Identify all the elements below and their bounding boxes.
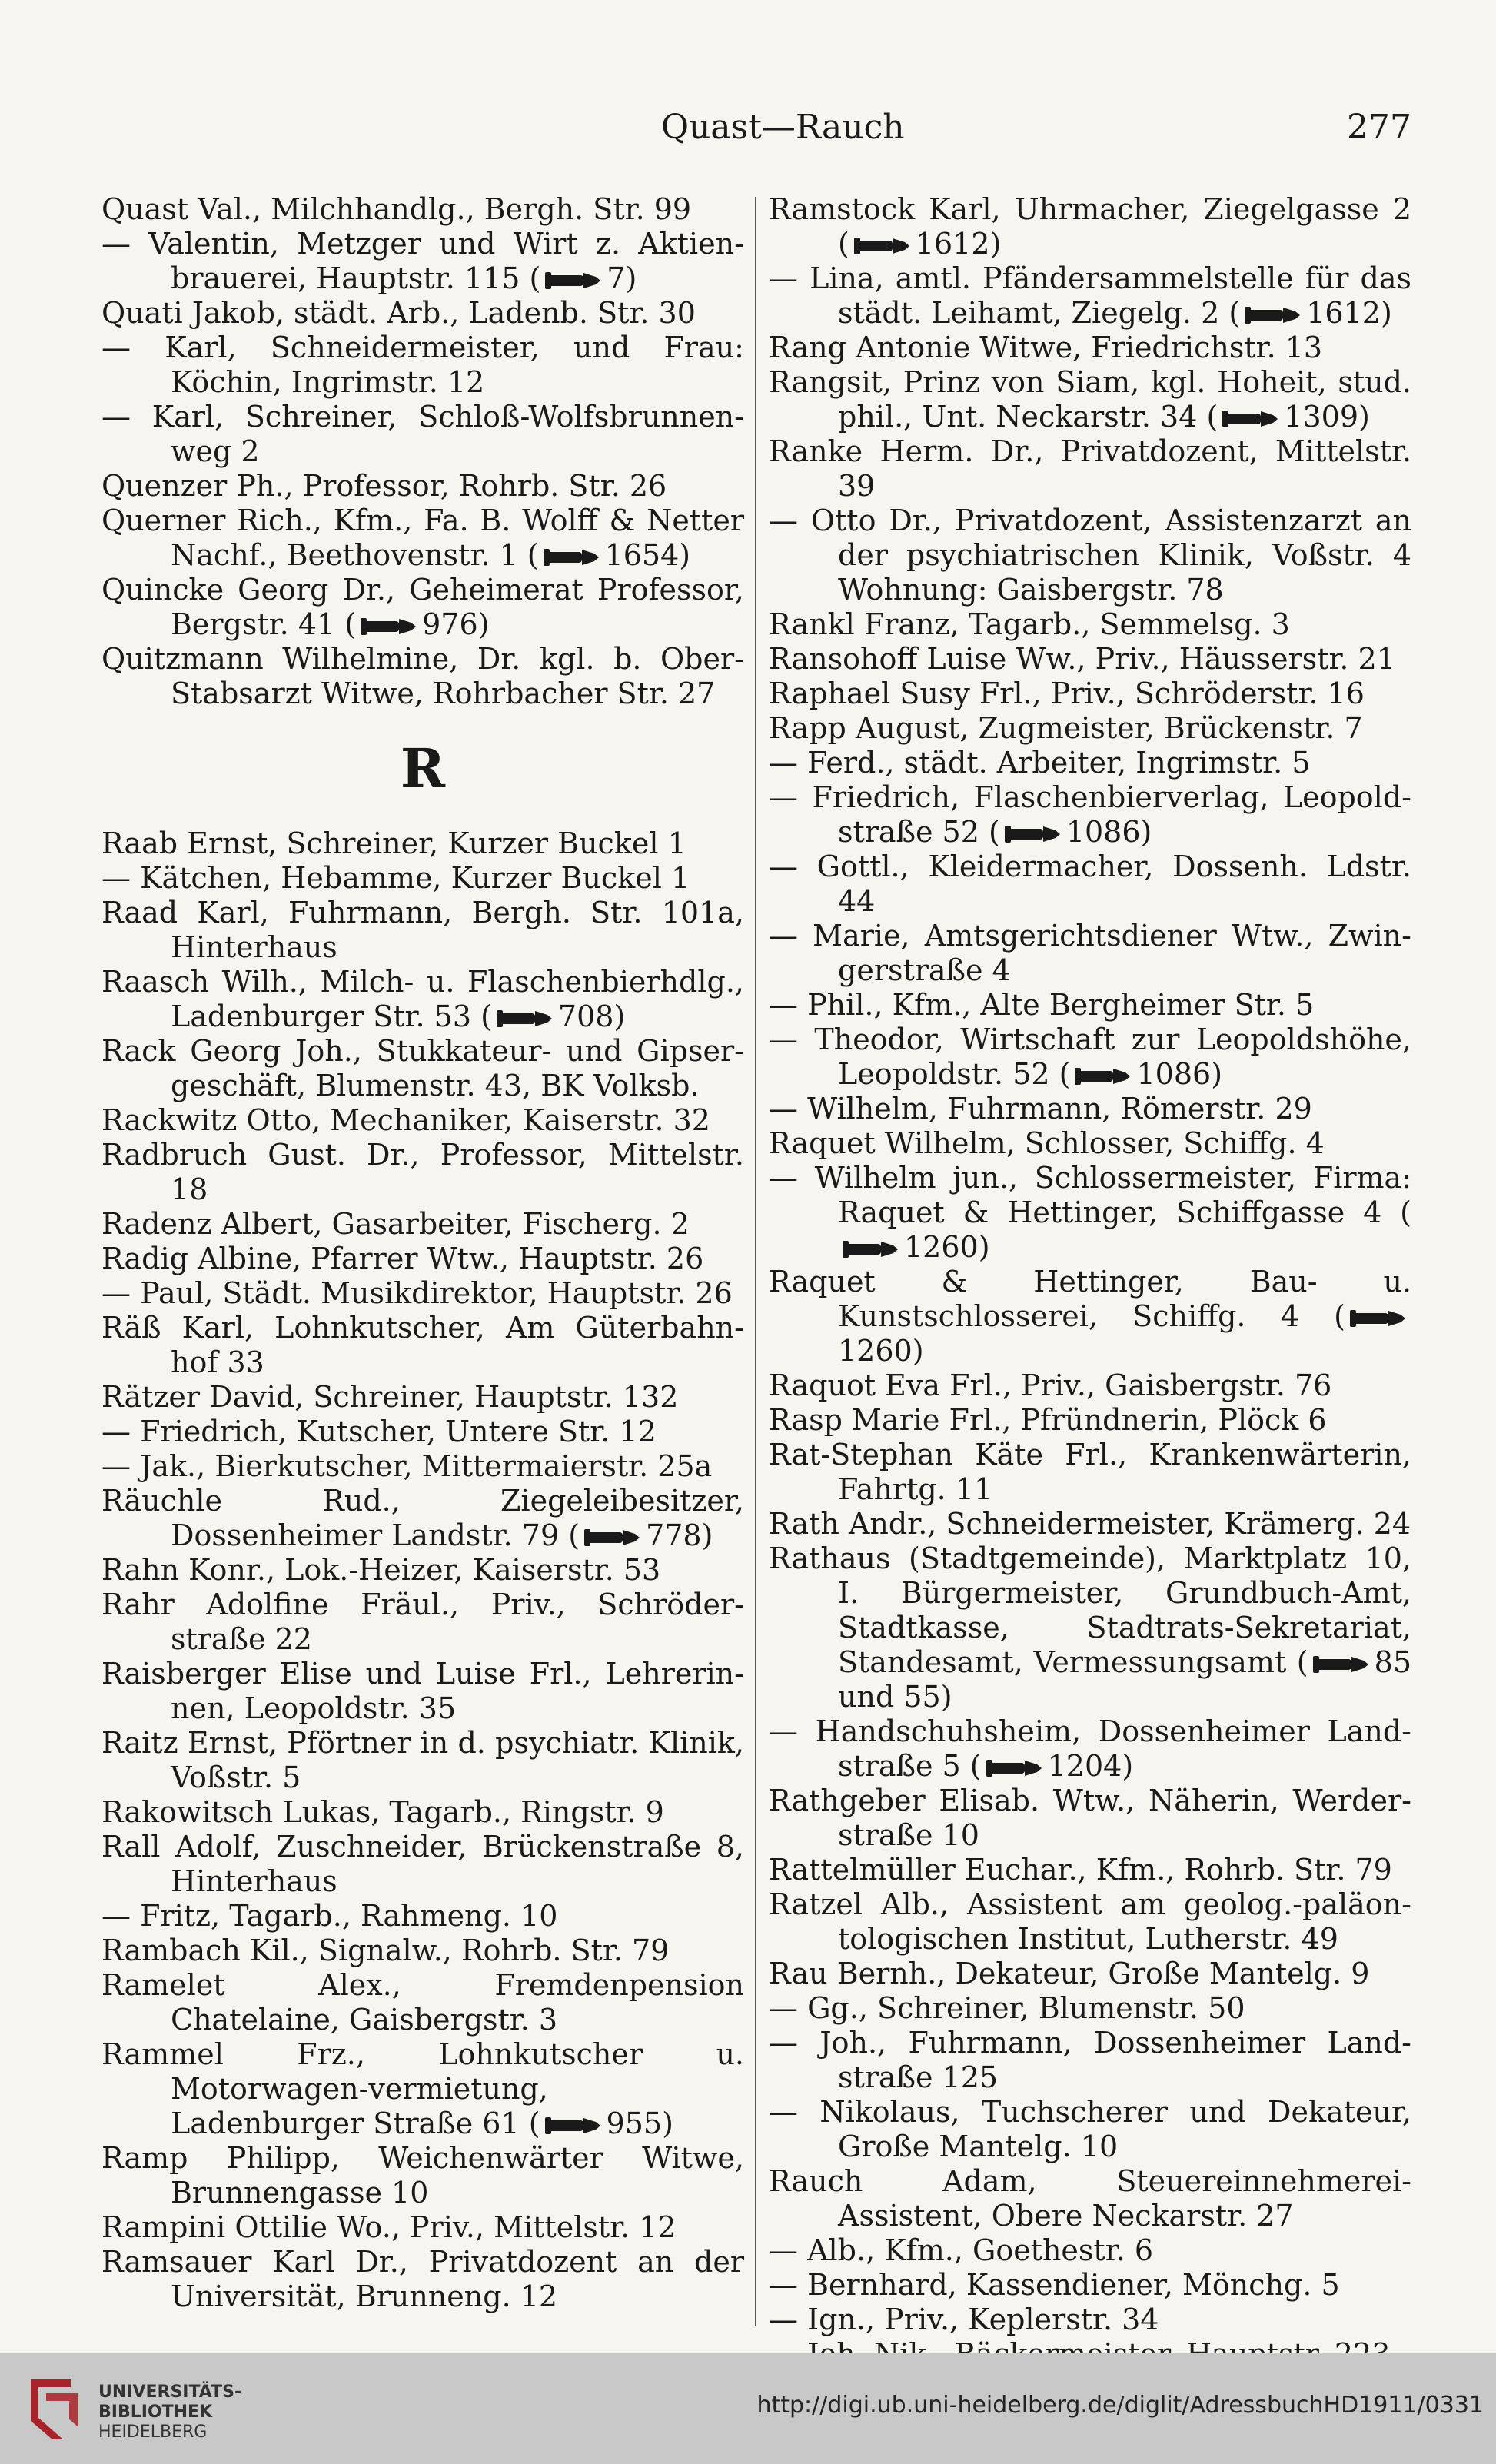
- directory-entry: [101, 1415, 744, 1449]
- directory-entry: [769, 1853, 1411, 1887]
- directory-entry: [101, 1899, 744, 1934]
- directory-entry: [769, 1991, 1411, 2026]
- directory-entry: [769, 1023, 1411, 1092]
- entry-text: — Gg., Schreiner, Blumenstr. 50: [769, 1991, 1245, 2025]
- entry-text: Räß Karl, Lohnkutscher, Am Güterbahn-hof 33: [101, 1311, 744, 1379]
- directory-entry: [769, 192, 1411, 261]
- telephone-number: 1612: [915, 227, 990, 261]
- directory-entry: [101, 896, 744, 965]
- entry-text: Radbruch Gust. Dr., Professor, Mittelstr. 18: [101, 1138, 744, 1206]
- library-name-line-2: BIBLIOTHEK: [98, 2402, 213, 2422]
- entry-text: — Jak., Bierkutscher, Mittermaierstr. 25a: [101, 1449, 713, 1483]
- telephone-number: 1309: [1284, 400, 1359, 434]
- source-url-link[interactable]: http://digi.ub.uni-heidelberg.de/diglit/AdressbuchHD1911/0331: [756, 2392, 1484, 2419]
- telephone-receiver-icon: [854, 236, 911, 256]
- entry-text-closing: ): [989, 227, 1002, 261]
- entry-text: Rangsit, Prinz von Siam, kgl. Hoheit, stud. phil., Unt. Neckarstr. 34 (: [769, 365, 1411, 434]
- entry-text: — Nikolaus, Tuchscherer und Dekateur, Große Mantelg. 10: [769, 2095, 1411, 2163]
- entry-text: Ratzel Alb., Assistent am geolog.-paläon-tologischen Institut, Lutherstr. 49: [769, 1887, 1411, 1956]
- entry-text: Rattelmüller Euchar., Kfm., Rohrb. Str. 79: [769, 1853, 1392, 1887]
- directory-entry: [769, 2164, 1411, 2233]
- directory-entry: [101, 1276, 744, 1311]
- directory-entry: [101, 331, 744, 400]
- telephone-number: 976: [422, 607, 478, 641]
- directory-entry: [769, 2026, 1411, 2095]
- directory-entry: [769, 1957, 1411, 1991]
- directory-entry: [101, 1830, 744, 1899]
- entry-text: Rau Bernh., Dekateur, Große Mantelg. 9: [769, 1957, 1370, 1990]
- telephone-receiver-icon: [1313, 1654, 1370, 1674]
- entry-text: Ranke Herm. Dr., Privatdozent, Mittelstr. 39: [769, 434, 1411, 503]
- directory-entry: [101, 227, 744, 296]
- directory-entry: [769, 1438, 1411, 1507]
- directory-entry: [101, 2245, 744, 2314]
- directory-entry: [769, 1887, 1411, 1957]
- directory-entry: [101, 1968, 744, 2037]
- telephone-number: 7: [607, 261, 626, 295]
- directory-entry: [101, 1380, 744, 1415]
- entry-text: — Valentin, Metzger und Wirt z. Aktien-brauerei, Hauptstr. 115 (: [101, 227, 744, 295]
- entry-text: Rätzer David, Schreiner, Hauptstr. 132: [101, 1380, 679, 1414]
- entry-text: — Otto Dr., Privatdozent, Assistenzarzt an der psychiatrischen Klinik, Voßstr. 4 Wohnung: Gaisbergstr. 78: [769, 504, 1411, 607]
- telephone-receiver-icon: [545, 271, 602, 291]
- entry-text: Rat-Stephan Käte Frl., Krankenwärterin, Fahrtg. 11: [769, 1438, 1411, 1506]
- directory-entry: [101, 826, 744, 861]
- telephone-receiver-icon: [1245, 305, 1302, 325]
- telephone-number: 1260: [904, 1230, 979, 1264]
- directory-entry: [769, 504, 1411, 607]
- entry-text-closing: ): [1122, 1749, 1134, 1783]
- directory-entry: [769, 2233, 1411, 2268]
- entry-text: Rasp Marie Frl., Pfründnerin, Plöck 6: [769, 1403, 1327, 1437]
- entry-text: Ramp Philipp, Weichenwärter Witwe, Brunnengasse 10: [101, 2141, 744, 2210]
- entry-text: Raquot Eva Frl., Priv., Gaisbergstr. 76: [769, 1368, 1332, 1402]
- section-heading-letter: R: [400, 737, 446, 800]
- entry-text-closing: ): [1358, 400, 1370, 434]
- directory-entry: [769, 642, 1411, 677]
- telephone-receiver-icon: [986, 1758, 1043, 1778]
- entry-text: Rahr Adolfine Fräul., Priv., Schröder-straße 22: [101, 1588, 744, 1656]
- telephone-receiver-icon: [497, 1009, 554, 1029]
- library-name-line-3: HEIDELBERG: [98, 2422, 208, 2442]
- entry-text-closing: ): [1380, 296, 1392, 330]
- entry-text-closing: ): [625, 261, 637, 295]
- entry-text: Ransohoff Luise Ww., Priv., Häusserstr. 21: [769, 642, 1395, 676]
- entry-text: Quenzer Ph., Professor, Rohrb. Str. 26: [101, 469, 667, 503]
- directory-entry: [769, 1784, 1411, 1853]
- directory-entry: [769, 1507, 1411, 1541]
- entry-text: — Wilhelm jun., Schlossermeister, Firma: Raquet & Hettinger, Schiffgasse 4 (: [769, 1161, 1411, 1229]
- entry-text: — Friedrich, Kutscher, Untere Str. 12: [101, 1415, 657, 1448]
- entry-text: Rauch Adam, Steuereinnehmerei-Assistent, Obere Neckarstr. 27: [769, 2164, 1411, 2233]
- entry-text: — Marie, Amtsgerichtsdiener Wtw., Zwin-gerstraße 4: [769, 919, 1411, 987]
- footer-bar: [0, 2353, 1496, 2464]
- directory-entry: [769, 1368, 1411, 1403]
- directory-entry: [101, 1484, 744, 1553]
- directory-entry: [769, 607, 1411, 642]
- telephone-receiver-icon: [1350, 1308, 1407, 1328]
- directory-entry: [101, 192, 744, 227]
- entry-text: — Karl, Schreiner, Schloß-Wolfsbrunnen-weg 2: [101, 400, 744, 468]
- entry-text-closing: ): [477, 607, 490, 641]
- entry-text: Raquet Wilhelm, Schlosser, Schiffg. 4: [769, 1126, 1325, 1160]
- telephone-number: 708: [557, 999, 614, 1033]
- directory-entry: [769, 850, 1411, 919]
- entry-text: Querner Rich., Kfm., Fa. B. Wolff & Netter Nachf., Beethovenstr. 1 (: [101, 504, 744, 572]
- entry-text-closing: ): [613, 999, 626, 1033]
- directory-entry: [101, 1657, 744, 1726]
- directory-entry: [101, 1242, 744, 1276]
- entry-text: — Lina, amtl. Pfändersammelstelle für das städt. Leihamt, Ziegelg. 2 (: [769, 261, 1411, 330]
- entry-text: Quincke Georg Dr., Geheimerat Professor, Bergstr. 41 (: [101, 573, 744, 641]
- entry-text: — Alb., Kfm., Goethestr. 6: [769, 2233, 1154, 2267]
- directory-entry: [769, 677, 1411, 711]
- entry-text: Raphael Susy Frl., Priv., Schröderstr. 16: [769, 677, 1365, 710]
- entry-text-closing: ): [662, 2107, 673, 2140]
- entry-text: Rackwitz Otto, Mechaniker, Kaiserstr. 32: [101, 1103, 710, 1137]
- directory-entry: [101, 504, 744, 573]
- directory-entry: [101, 1726, 744, 1795]
- telephone-number: 778: [646, 1518, 702, 1552]
- directory-entry: [769, 365, 1411, 434]
- entry-text: Räuchle Rud., Ziegeleibesitzer, Dossenheimer Landstr. 79 (: [101, 1484, 744, 1552]
- entry-text-closing: ): [1140, 815, 1152, 849]
- directory-entry: [101, 2037, 744, 2141]
- telephone-receiver-icon: [584, 1528, 641, 1548]
- directory-entry: [101, 469, 744, 504]
- entry-text: Rath Andr., Schneidermeister, Krämerg. 24: [769, 1507, 1411, 1541]
- entry-text: — Bernhard, Kassendiener, Mönchg. 5: [769, 2268, 1340, 2302]
- entry-text: Raquet & Hettinger, Bau- u. Kunstschlosserei, Schiffg. 4 (: [769, 1265, 1411, 1333]
- entry-text: — Kätchen, Hebamme, Kurzer Buckel 1: [101, 861, 690, 895]
- directory-entry: [101, 1588, 744, 1657]
- entry-text: — Karl, Schneidermeister, und Frau: Köchin, Ingrimstr. 12: [101, 331, 744, 399]
- directory-entry: [101, 2141, 744, 2210]
- telephone-number: 1260: [838, 1334, 913, 1368]
- entry-text: Raad Karl, Fuhrmann, Bergh. Str. 101a, Hinterhaus: [101, 896, 744, 964]
- directory-entry: [769, 919, 1411, 988]
- entry-text: Rampini Ottilie Wo., Priv., Mittelstr. 12: [101, 2210, 677, 2244]
- directory-entry: [101, 1934, 744, 1968]
- directory-entry: [769, 1092, 1411, 1126]
- directory-entry: [101, 2210, 744, 2245]
- directory-entry: [101, 965, 744, 1034]
- telephone-receiver-icon: [361, 617, 417, 637]
- directory-entry: [101, 861, 744, 896]
- entry-text: Ramstock Karl, Uhrmacher, Ziegelgasse 2 (: [769, 192, 1411, 261]
- telephone-number: 1086: [1136, 1057, 1212, 1091]
- entry-text: — Handschuhsheim, Dossenheimer Land-straße 5 (: [769, 1714, 1411, 1783]
- entry-text-closing: ): [701, 1518, 713, 1552]
- directory-entry: [769, 1126, 1411, 1161]
- entry-text: Rammel Frz., Lohnkutscher u. Motorwagen-vermietung, Ladenburger Straße 61 (: [101, 2037, 744, 2140]
- telephone-receiver-icon: [1075, 1066, 1132, 1086]
- entry-text: Radig Albine, Pfarrer Wtw., Hauptstr. 26: [101, 1242, 704, 1275]
- entry-text: — Wilhelm, Fuhrmann, Römerstr. 29: [769, 1092, 1312, 1126]
- directory-entry: [101, 573, 744, 642]
- directory-entry: [101, 1449, 744, 1484]
- telephone-receiver-icon: [1222, 409, 1279, 429]
- directory-entry: [769, 1161, 1411, 1265]
- directory-entry: [769, 434, 1411, 504]
- entry-text: — Gottl., Kleidermacher, Dossenh. Ldstr. 44: [769, 850, 1411, 918]
- entry-text: — Paul, Städt. Musikdirektor, Hauptstr. 26: [101, 1276, 733, 1310]
- directory-entry: [101, 1795, 744, 1830]
- entry-text: Rapp August, Zugmeister, Brückenstr. 7: [769, 711, 1363, 745]
- directory-entry: [101, 1103, 744, 1138]
- directory-entry: [769, 2268, 1411, 2303]
- directory-entry: [769, 711, 1411, 746]
- entry-text-closing: ): [978, 1230, 990, 1264]
- telephone-number: 1654: [604, 538, 680, 572]
- entry-text: Quati Jakob, städt. Arb., Ladenb. Str. 30: [101, 296, 696, 330]
- entry-text: — Theodor, Wirtschaft zur Leopoldshöhe, Leopoldstr. 52 (: [769, 1023, 1411, 1091]
- page-number: 277: [1347, 108, 1411, 147]
- entry-text: — Joh., Fuhrmann, Dossenheimer Land-straße 125: [769, 2026, 1411, 2094]
- entry-text: Raasch Wilh., Milch- u. Flaschenbierhdlg., Ladenburger Str. 53 (: [101, 965, 744, 1033]
- entry-text: — Phil., Kfm., Alte Bergheimer Str. 5: [769, 988, 1315, 1022]
- telephone-number: 85 und 55: [838, 1645, 1411, 1714]
- directory-entry: [101, 1311, 744, 1380]
- library-name: [98, 2383, 298, 2442]
- entry-text: Raitz Ernst, Pförtner in d. psychiatr. Klinik, Voßstr. 5: [101, 1726, 744, 1794]
- entry-text: Rall Adolf, Zuschneider, Brückenstraße 8, Hinterhaus: [101, 1830, 744, 1898]
- directory-entry: [101, 1553, 744, 1588]
- telephone-receiver-icon: [545, 2116, 602, 2136]
- directory-entry: [769, 780, 1411, 850]
- directory-entry: [769, 2303, 1411, 2337]
- library-name-line-1: UNIVERSITÄTS-: [98, 2383, 242, 2402]
- directory-entry: [769, 988, 1411, 1023]
- directory-entry: [101, 1207, 744, 1242]
- entry-text: — Friedrich, Flaschenbierverlag, Leopold-straße 52 (: [769, 780, 1411, 849]
- directory-entry: [769, 331, 1411, 365]
- entry-text: Rang Antonie Witwe, Friedrichstr. 13: [769, 331, 1323, 364]
- entry-text-closing: ): [912, 1334, 924, 1368]
- directory-entry: [769, 1541, 1411, 1714]
- left-column: [101, 192, 744, 2314]
- entry-text-closing: ): [1211, 1057, 1223, 1091]
- telephone-receiver-icon: [1005, 824, 1062, 844]
- entry-text: Quitzmann Wilhelmine, Dr. kgl. b. Ober-Stabsarzt Witwe, Rohrbacher Str. 27: [101, 642, 744, 710]
- telephone-number: 1612: [1306, 296, 1381, 330]
- right-column: [769, 192, 1411, 2372]
- entry-text-closing: ): [679, 538, 691, 572]
- entry-text-closing: ): [940, 1680, 952, 1714]
- telephone-receiver-icon: [843, 1239, 899, 1259]
- entry-text: Ramsauer Karl Dr., Privatdozent an der Universität, Brunneng. 12: [101, 2245, 744, 2313]
- entry-text: Raisberger Elise und Luise Frl., Lehrerin-nen, Leopoldstr. 35: [101, 1657, 744, 1725]
- entry-text: Rathaus (Stadtgemeinde), Marktplatz 10, I. Bürgermeister, Grundbuch-Amt, Stadtkasse, Stadtrats-Sekretariat, Standesamt, Vermessungsamt (: [769, 1541, 1411, 1679]
- directory-entry: [769, 261, 1411, 331]
- entry-text: Rakowitsch Lukas, Tagarb., Ringstr. 9: [101, 1795, 664, 1829]
- library-logo-icon[interactable]: [17, 2370, 94, 2447]
- telephone-number: 955: [606, 2107, 663, 2140]
- directory-entry: [101, 642, 744, 711]
- running-title: Quast—Rauch: [661, 108, 905, 147]
- telephone-number: 1204: [1047, 1749, 1122, 1783]
- entry-text: Raab Ernst, Schreiner, Kurzer Buckel 1: [101, 826, 686, 860]
- entry-text: Ramelet Alex., Fremdenpension Chatelaine, Gaisbergstr. 3: [101, 1968, 744, 2037]
- entry-text: — Fritz, Tagarb., Rahmeng. 10: [101, 1899, 558, 1933]
- entry-text: Rankl Franz, Tagarb., Semmelsg. 3: [769, 607, 1290, 641]
- directory-entry: [101, 1034, 744, 1103]
- directory-entry: [101, 400, 744, 469]
- entry-text: Rathgeber Elisab. Wtw., Näherin, Werder-straße 10: [769, 1784, 1411, 1852]
- directory-entry: [769, 1403, 1411, 1438]
- entry-text: Rahn Konr., Lok.-Heizer, Kaiserstr. 53: [101, 1553, 661, 1587]
- telephone-receiver-icon: [544, 547, 600, 567]
- directory-entry: [769, 2095, 1411, 2164]
- entry-text: Rambach Kil., Signalw., Rohrb. Str. 79: [101, 1934, 670, 1967]
- telephone-number: 1086: [1065, 815, 1141, 849]
- directory-entry: [101, 1138, 744, 1207]
- entry-text: Rack Georg Joh., Stukkateur- und Gipser-geschäft, Blumenstr. 43, BK Volksb.: [101, 1034, 744, 1102]
- column-divider: [755, 197, 756, 2326]
- entry-text: — Ign., Priv., Keplerstr. 34: [769, 2303, 1159, 2336]
- entry-text: — Ferd., städt. Arbeiter, Ingrimstr. 5: [769, 746, 1311, 780]
- directory-entry: [101, 296, 744, 331]
- directory-entry: [769, 1265, 1411, 1368]
- directory-entry: [769, 1714, 1411, 1784]
- entry-text: Quast Val., Milchhandlg., Bergh. Str. 99: [101, 192, 692, 226]
- entry-text: Radenz Albert, Gasarbeiter, Fischerg. 2: [101, 1207, 690, 1241]
- directory-entry: [769, 746, 1411, 780]
